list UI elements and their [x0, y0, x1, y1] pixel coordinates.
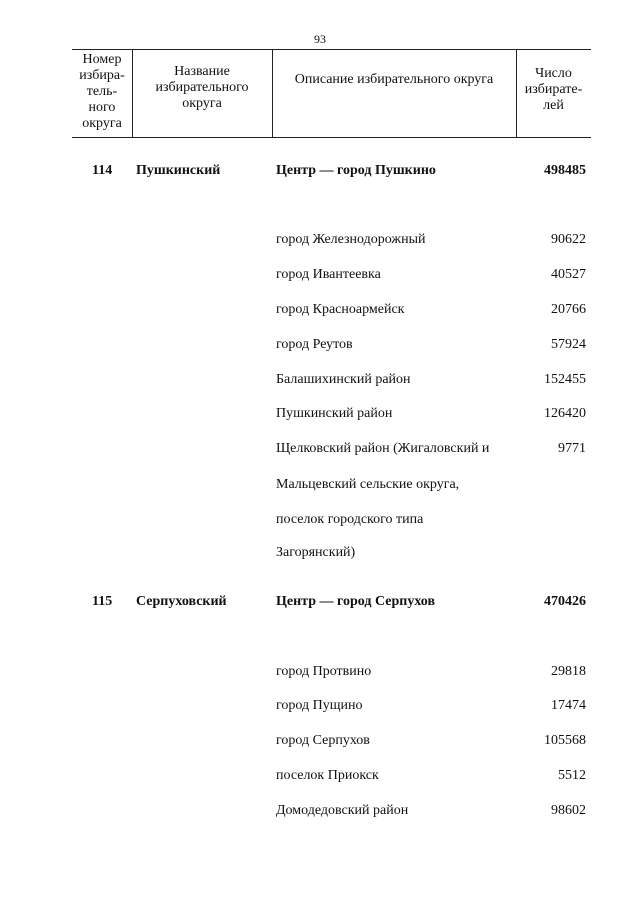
header-number: Номер избира- тель- ного округа	[79, 52, 125, 131]
district-number: 115	[92, 594, 113, 609]
header-count: Число избирате- лей	[524, 66, 583, 113]
district-center: Центр — город Серпухов	[276, 594, 436, 609]
district-name: Серпуховский	[136, 594, 227, 609]
header-name: Название избирательного округа	[155, 64, 249, 111]
header-description: Описание избирательного округа	[294, 72, 494, 87]
district-number: 114	[92, 163, 113, 178]
district-name: Пушкинский	[136, 163, 221, 178]
district-total: 470426	[544, 594, 586, 609]
district-total: 498485	[544, 163, 586, 178]
district-center: Центр — город Пушкино	[276, 163, 436, 178]
table-header	[72, 49, 591, 138]
page-number: 93	[314, 32, 326, 46]
